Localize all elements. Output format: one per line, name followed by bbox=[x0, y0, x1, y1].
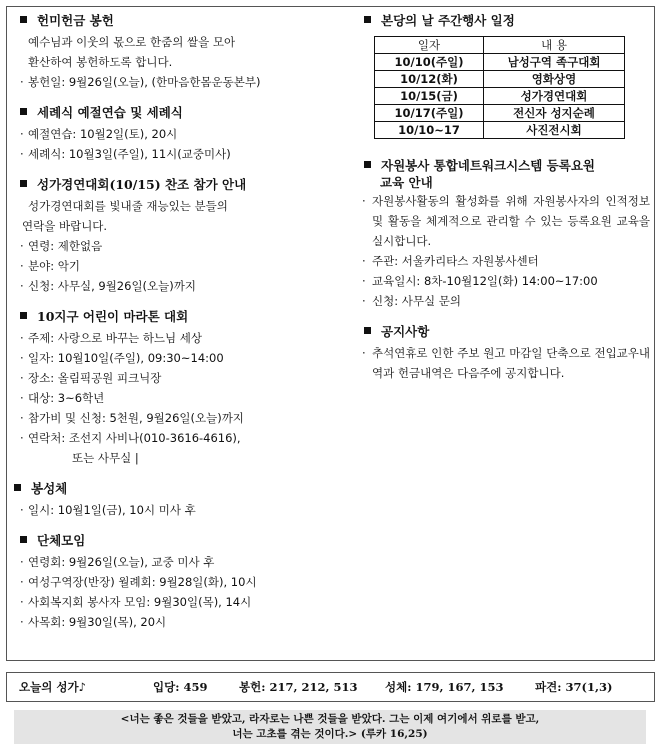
section-title: 세례식 예절연습 및 세례식 bbox=[20, 102, 344, 124]
list-item-continuation: 또는 사무실 | bbox=[72, 451, 139, 465]
quote-line: <너는 좋은 것들을 받았고, 라자로는 나쁜 것들을 받았다. 그는 이제 여기에서 위로를 받고, bbox=[120, 713, 540, 725]
stat-dismissal: 파견: 37(1,3) bbox=[535, 680, 613, 694]
column-header-date: 일자 bbox=[375, 37, 484, 54]
section-communion-visit bbox=[14, 478, 344, 520]
list-item: · 대상: 3~6학년 bbox=[20, 388, 344, 408]
section-title: 헌미헌금 봉헌 bbox=[20, 10, 344, 32]
square-bullet-icon bbox=[20, 180, 27, 187]
list-item: · 교육일시: 8차-10월12일(화) 14:00~17:00 bbox=[360, 271, 650, 291]
list-item: · 장소: 올림픽공원 피크닉장 bbox=[20, 368, 344, 388]
section-choir-contest bbox=[14, 174, 344, 296]
date-cell: 10/12(화) bbox=[375, 71, 484, 88]
list-item: · 연락처: 조선지 사비나(010-3616-4616), bbox=[20, 428, 344, 448]
section-volunteer-training bbox=[358, 157, 650, 311]
paragraph-line: 성가경연대회를 빛내줄 재능있는 분들의 bbox=[28, 199, 228, 213]
date-cell: 10/10(주일) bbox=[375, 54, 484, 71]
list-item: · 일시: 10월1일(금), 10시 미사 후 bbox=[20, 500, 344, 520]
section-title: 자원봉사 통합네트워크시스템 등록요원 bbox=[364, 157, 650, 174]
stats-label: 오늘의 성가♪ bbox=[19, 680, 86, 694]
stat-communion: 성체: 179, 167, 153 bbox=[385, 680, 504, 694]
square-bullet-icon bbox=[364, 327, 371, 334]
list-item: · 연령회: 9월26일(오늘), 교중 미사 후 bbox=[20, 552, 344, 572]
square-bullet-icon bbox=[364, 16, 371, 23]
event-cell: 사진전시회 bbox=[484, 122, 625, 139]
list-item: · 사목회: 9월30일(목), 20시 bbox=[20, 612, 344, 632]
left-column bbox=[14, 10, 344, 642]
list-item: · 신청: 사무실, 9월26일(오늘)까지 bbox=[20, 276, 344, 296]
table-row bbox=[375, 105, 625, 122]
paragraph-line: 연락을 바랍니다. bbox=[22, 219, 108, 233]
schedule-table bbox=[374, 36, 625, 139]
list-item: · 참가비 및 신청: 5천원, 9월26일(오늘)까지 bbox=[20, 408, 344, 428]
section-parish-week-schedule bbox=[358, 10, 650, 139]
date-cell: 10/17(주일) bbox=[375, 105, 484, 122]
section-notice bbox=[358, 321, 650, 383]
paragraph-line: 환산하여 봉헌하도록 합니다. bbox=[28, 55, 173, 69]
event-cell: 성가경연대회 bbox=[484, 88, 625, 105]
section-title: 단체모임 bbox=[20, 530, 344, 552]
table-row bbox=[375, 54, 625, 71]
date-cell: 10/15(금) bbox=[375, 88, 484, 105]
list-item: · 신청: 사무실 문의 bbox=[360, 291, 650, 311]
table-row bbox=[375, 71, 625, 88]
stat-offertory: 봉헌: 217, 212, 513 bbox=[239, 680, 358, 694]
list-item: · 세례식: 10월3일(주일), 11시(교중미사) bbox=[20, 144, 344, 164]
column-header-content: 내 용 bbox=[484, 37, 625, 54]
right-column bbox=[358, 10, 650, 393]
section-kids-marathon bbox=[14, 306, 344, 468]
list-item: · 봉헌일: 9월26일(오늘), (한마음한몸운동본부) bbox=[20, 72, 344, 92]
list-item: · 주제: 사랑으로 바꾸는 하느님 세상 bbox=[20, 328, 344, 348]
square-bullet-icon bbox=[14, 484, 21, 491]
section-title: 본당의 날 주간행사 일정 bbox=[364, 10, 650, 32]
list-item: · 분야: 악기 bbox=[20, 256, 344, 276]
section-title-line2: 교육 안내 bbox=[380, 175, 433, 190]
paragraph-line: 예수님과 이웃의 몫으로 한줌의 쌀을 모아 bbox=[28, 35, 236, 49]
square-bullet-icon bbox=[20, 16, 27, 23]
scripture-quote bbox=[14, 710, 646, 744]
section-title: 공지사항 bbox=[364, 321, 650, 343]
list-item: · 주관: 서울카리타스 자원봉사센터 bbox=[360, 251, 650, 271]
event-cell: 전신자 성지순례 bbox=[484, 105, 625, 122]
square-bullet-icon bbox=[364, 161, 371, 168]
section-group-meetings bbox=[14, 530, 344, 632]
weekly-stats-bar bbox=[6, 672, 655, 702]
list-item: · 추석연휴로 인한 주보 원고 마감일 단축으로 전입교우내역과 헌금내역은 다음주에 공지합니다. bbox=[360, 343, 650, 383]
stat-entrance: 입당: 459 bbox=[153, 680, 208, 694]
table-row bbox=[375, 122, 625, 139]
section-rice-offering bbox=[14, 10, 344, 92]
list-item: · 예절연습: 10월2일(토), 20시 bbox=[20, 124, 344, 144]
square-bullet-icon bbox=[20, 312, 27, 319]
table-row bbox=[375, 88, 625, 105]
section-title: 10지구 어린이 마라톤 대회 bbox=[20, 306, 344, 328]
list-item: · 사회복지회 봉사자 모임: 9월30일(목), 14시 bbox=[20, 592, 344, 612]
list-item: · 일자: 10월10일(주일), 09:30~14:00 bbox=[20, 348, 344, 368]
list-item: · 여성구역장(반장) 월례회: 9월28일(화), 10시 bbox=[20, 572, 344, 592]
event-cell: 남성구역 족구대회 bbox=[484, 54, 625, 71]
section-title: 봉성체 bbox=[14, 478, 344, 500]
square-bullet-icon bbox=[20, 536, 27, 543]
date-cell: 10/10~17 bbox=[375, 122, 484, 139]
table-header-row bbox=[375, 37, 625, 54]
list-item: · 자원봉사활동의 활성화를 위해 자원봉사자의 인적정보 및 활동을 체계적으로 관리할 수 있는 등록요원 교육을 실시합니다. bbox=[360, 191, 650, 251]
square-bullet-icon bbox=[20, 108, 27, 115]
section-title: 성가경연대회(10/15) 찬조 참가 안내 bbox=[20, 174, 344, 196]
event-cell: 영화상영 bbox=[484, 71, 625, 88]
quote-line: 너는 고초를 겪는 것이다.> (루카 16,25) bbox=[232, 728, 428, 740]
list-item: · 연령: 제한없음 bbox=[20, 236, 344, 256]
section-baptism bbox=[14, 102, 344, 164]
